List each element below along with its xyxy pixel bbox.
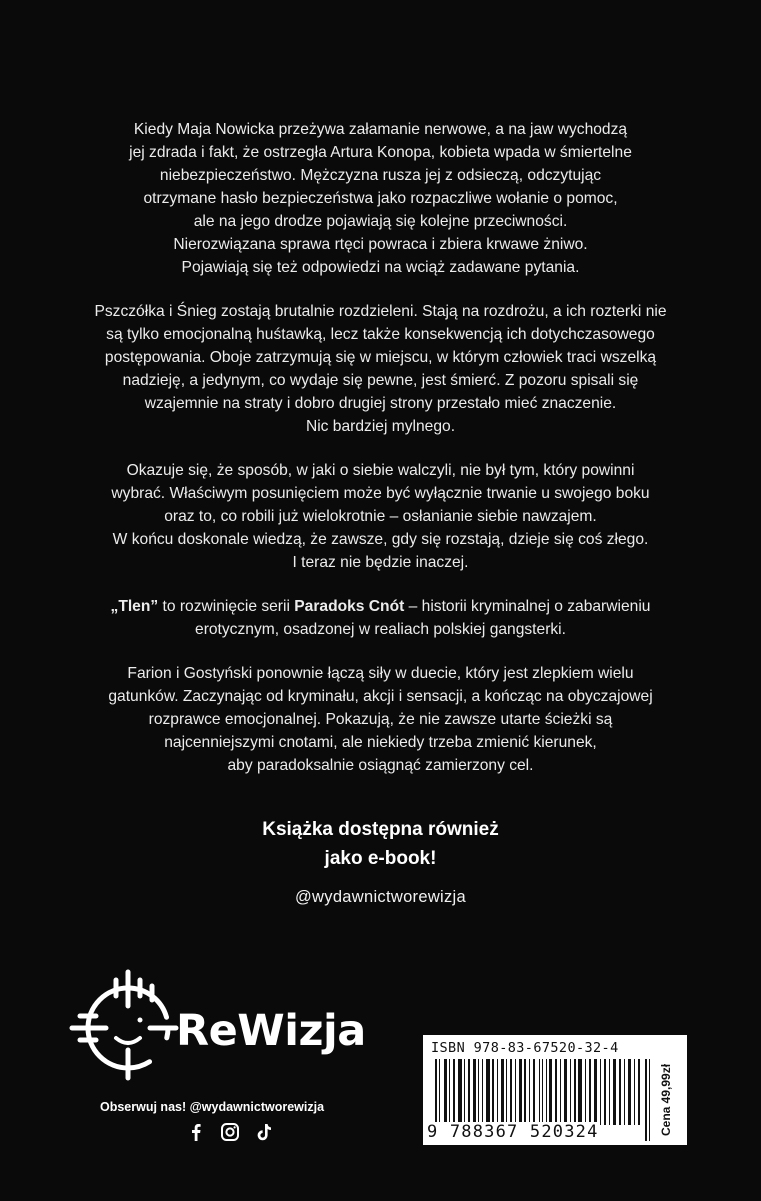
blurb-line: Nierozwiązana sprawa rtęci powraca i zbiera krwawe żniwo. [173, 236, 588, 253]
social-links [186, 1122, 274, 1142]
instagram-icon[interactable] [220, 1122, 240, 1142]
ebook-promo [0, 815, 761, 873]
blurb-line: Kiedy Maja Nowicka przeżywa załamanie nerwowe, a na jaw wychodzą [133, 121, 628, 138]
blurb-line: Pojawiają się też odpowiedzi na wciąż zadawane pytania. [181, 259, 580, 276]
blurb-line: ale na jego drodze pojawiają się kolejne przeciwności. [193, 213, 568, 230]
blurb-line: Nic bardziej mylnego. [305, 418, 456, 435]
blurb-text: to rozwinięcie serii [158, 598, 295, 615]
blurb-text: – historii kryminalnej o zabarwieniu [404, 598, 651, 615]
blurb-line: erotycznym, osadzonej w realiach polskiej gangsterki. [195, 621, 566, 638]
blurb-line: jej zdrada i fakt, że ostrzegła Artura Konopa, kobieta wpada w śmiertelne [129, 144, 632, 161]
blurb-paragraph-4 [62, 595, 699, 641]
series-name: Paradoks Cnót [294, 598, 405, 615]
promo-line: jako e-book! [324, 848, 437, 869]
facebook-icon[interactable] [186, 1122, 206, 1142]
blurb-paragraph-1 [62, 118, 699, 279]
blurb-line: wzajemnie na straty i dobro drugiej strony przestało mieć znaczenie. [144, 395, 617, 412]
blurb-line [62, 595, 699, 618]
blurb-line: są tylko emocjonalną huśtawką, lecz także konsekwencją ich dotychczasowego [106, 326, 655, 343]
follow-text: Obserwuj nas! @wydawnictworewizja [100, 1100, 325, 1114]
isbn-digits: 9 788367 520324 [427, 1122, 599, 1142]
brand-name: ReWizja [176, 1006, 366, 1056]
blurb-line: aby paradoksalnie osiągnąć zamierzony cel. [227, 757, 534, 774]
blurb-line: Pszczółka i Śnieg zostają brutalnie rozdzieleni. Stają na rozdrożu, a ich rozterki nie [94, 303, 667, 320]
tiktok-icon[interactable] [254, 1122, 274, 1142]
blurb-line: postępowania. Oboje zatrzymują się w miejscu, w którym człowiek traci wszelką [104, 349, 657, 366]
blurb-line: gatunków. Zaczynając od kryminału, akcji i sensacji, a kończąc na obyczajowej [108, 688, 653, 705]
blurb-line: Okazuje się, że sposób, w jaki o siebie walczyli, nie był tym, który powinni [126, 462, 635, 479]
book-title: „Tlen” [110, 598, 159, 615]
price-label: Cena 49,99zł [659, 1063, 673, 1137]
isbn-label: ISBN 978-83-67520-32-4 [431, 1040, 619, 1056]
blurb-line: nadzieję, a jedynym, co wydaje się pewne, jest śmierć. Z pozoru spisali się [122, 372, 639, 389]
blurb-line: Farion i Gostyński ponownie łączą siły w duecie, który jest zlepkiem wielu [127, 665, 634, 682]
blurb-line: oraz to, co robili już wielokrotnie – osłanianie siebie nawzajem. [164, 508, 597, 525]
isbn-barcode-box [423, 1035, 687, 1145]
blurb-line: otrzymane hasło bezpieczeństwa jako rozpaczliwe wołanie o pomoc, [143, 190, 618, 207]
blurb-line: I teraz nie będzie inaczej. [292, 554, 469, 571]
blurb-paragraph-2 [62, 300, 699, 438]
blurb-line: niebezpieczeństwo. Mężczyzna rusza jej z odsieczą, odczytując [159, 167, 602, 184]
blurb-line: W końcu doskonale wiedzą, że zawsze, gdy się rozstają, dzieje się coś złego. [112, 531, 649, 548]
blurb-line: rozprawce emocjonalnej. Pokazują, że nie zawsze utarte ścieżki są [148, 711, 613, 728]
blurb-line: najcenniejszymi cnotami, ale niekiedy trzeba zmienić kierunek, [164, 734, 597, 751]
blurb-line: wybrać. Właściwym posunięciem może być wyłącznie trwanie u swojego boku [111, 485, 650, 502]
promo-line: Książka dostępna również [262, 819, 499, 840]
blurb-paragraph-5 [62, 662, 699, 777]
blurb-paragraph-3 [62, 459, 699, 574]
publisher-handle[interactable]: @wydawnictworewizja [295, 888, 466, 906]
back-cover-blurb [62, 118, 699, 798]
